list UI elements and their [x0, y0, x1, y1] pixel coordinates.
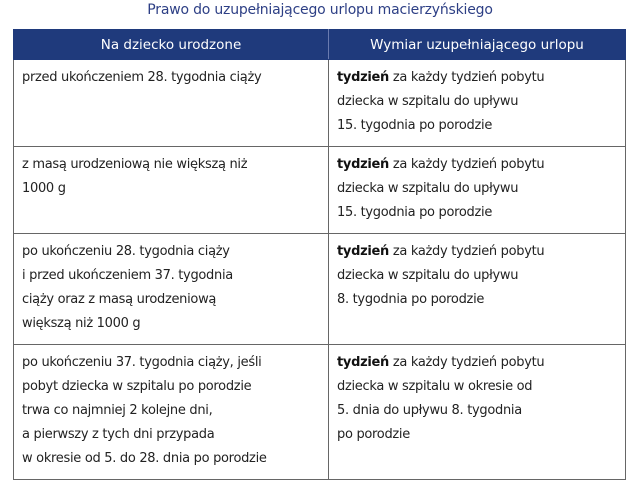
table-header-row	[14, 30, 626, 60]
table-row	[14, 60, 626, 147]
leave-line: 15. tygodnia po porodzie	[337, 205, 493, 220]
leave-line	[337, 351, 617, 375]
condition-line: z masą urodzeniową nie większą niż	[22, 157, 248, 172]
leave-text: za każdy tydzień pobytu	[389, 70, 545, 85]
leave-unit-bold: tydzień	[337, 70, 389, 85]
condition-line: w okresie od 5. do 28. dnia po porodzie	[22, 451, 267, 466]
leave-text: za każdy tydzień pobytu	[389, 157, 545, 172]
leave-line: 5. dnia do upływu 8. tygodnia	[337, 403, 522, 418]
condition-line: większą niż 1000 g	[22, 316, 141, 331]
leave-line: 15. tygodnia po porodzie	[337, 118, 493, 133]
header-born-child: Na dziecko urodzone	[14, 30, 329, 60]
condition-line: trwa co najmniej 2 kolejne dni,	[22, 403, 213, 418]
table-row	[14, 345, 626, 480]
leave-line: 8. tygodnia po porodzie	[337, 292, 485, 307]
condition-cell	[14, 147, 329, 234]
condition-line: przed ukończeniem 28. tygodnia ciąży	[22, 70, 262, 85]
leave-line	[337, 240, 617, 264]
leave-cell	[329, 234, 626, 345]
leave-text: za każdy tydzień pobytu	[389, 244, 545, 259]
table-row	[14, 147, 626, 234]
leave-unit-bold: tydzień	[337, 355, 389, 370]
condition-line: pobyt dziecka w szpitalu po porodzie	[22, 379, 252, 394]
leave-line: dziecka w szpitalu do upływu	[337, 94, 519, 109]
condition-line: i przed ukończeniem 37. tygodnia	[22, 268, 233, 283]
leave-text: za każdy tydzień pobytu	[389, 355, 545, 370]
condition-line: ciąży oraz z masą urodzeniową	[22, 292, 217, 307]
leave-line: dziecka w szpitalu do upływu	[337, 268, 519, 283]
leave-line	[337, 66, 617, 90]
leave-line	[337, 153, 617, 177]
leave-line: dziecka w szpitalu do upływu	[337, 181, 519, 196]
header-leave-length: Wymiar uzupełniającego urlopu	[329, 30, 626, 60]
leave-line: po porodzie	[337, 427, 410, 442]
maternity-leave-table	[13, 29, 626, 480]
leave-unit-bold: tydzień	[337, 244, 389, 259]
leave-unit-bold: tydzień	[337, 157, 389, 172]
leave-line: dziecka w szpitalu w okresie od	[337, 379, 533, 394]
leave-cell	[329, 60, 626, 147]
table-row	[14, 234, 626, 345]
condition-line: a pierwszy z tych dni przypada	[22, 427, 215, 442]
condition-cell	[14, 345, 329, 480]
table-title: Prawo do uzupełniającego urlopu macierzyńskiego	[147, 2, 493, 18]
condition-line: po ukończeniu 28. tygodnia ciąży	[22, 244, 230, 259]
condition-line: 1000 g	[22, 181, 66, 196]
condition-cell	[14, 60, 329, 147]
leave-cell	[329, 147, 626, 234]
leave-cell	[329, 345, 626, 480]
condition-line: po ukończeniu 37. tygodnia ciąży, jeśli	[22, 355, 262, 370]
condition-cell	[14, 234, 329, 345]
